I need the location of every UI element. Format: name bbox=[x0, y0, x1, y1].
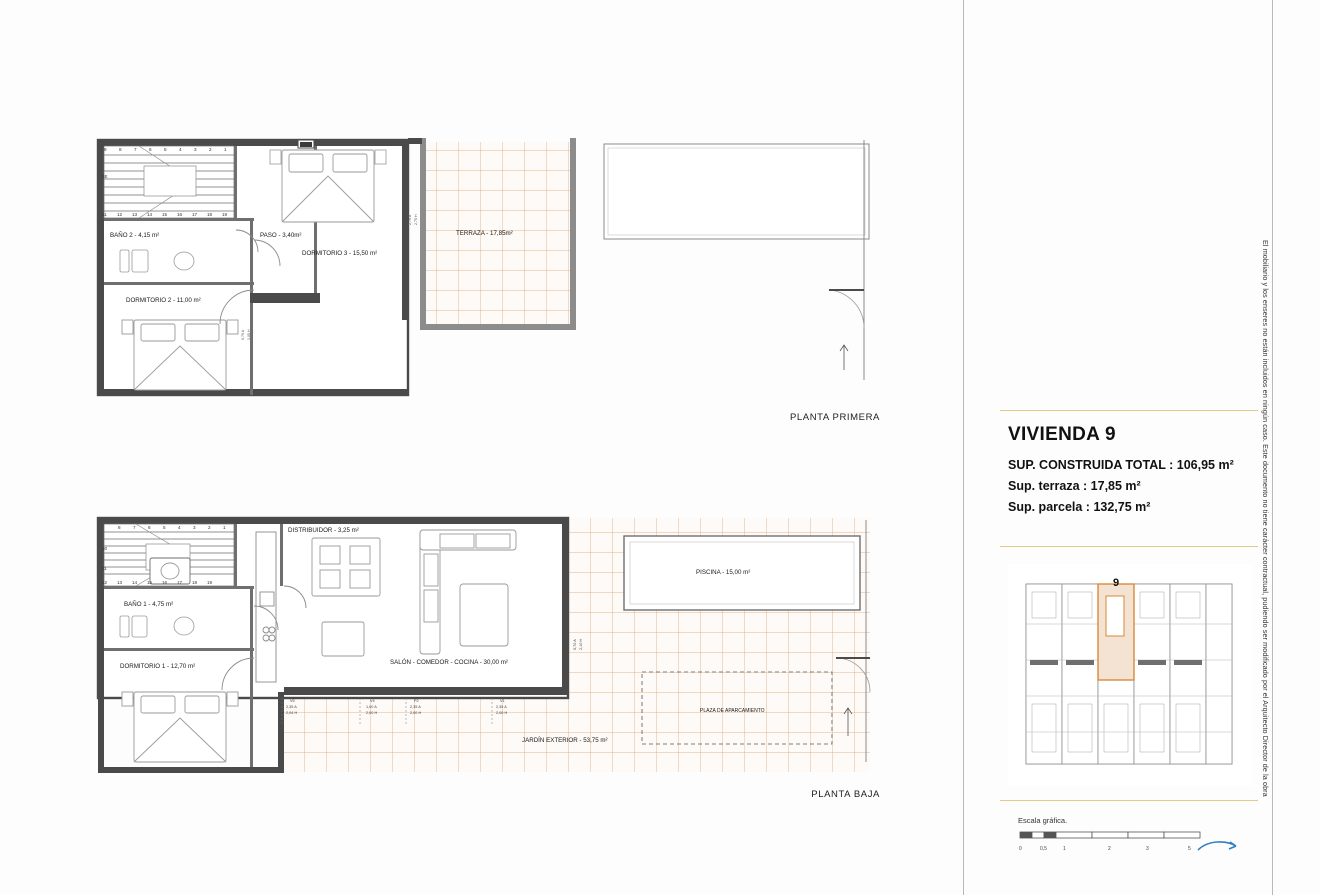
stair-number: 3 bbox=[194, 147, 197, 152]
room-label-dormitorio1: DORMITORIO 1 - 12,70 m² bbox=[120, 663, 196, 670]
unit-title: VIVIENDA 9 bbox=[1008, 424, 1116, 445]
stair-number: 18 bbox=[192, 580, 198, 585]
svg-text:P2: P2 bbox=[414, 699, 419, 703]
first-floor-plan bbox=[84, 130, 884, 415]
stair-number: 3 bbox=[193, 525, 196, 530]
stair-number: 9 bbox=[104, 147, 107, 152]
svg-text:2,04 H: 2,04 H bbox=[286, 711, 298, 715]
svg-text:0,70 A: 0,70 A bbox=[573, 639, 577, 650]
room-label-parking: PLAZA DE APARCAMIENTO bbox=[700, 708, 765, 714]
stair-number: 18 bbox=[207, 212, 213, 217]
graphic-scale bbox=[1018, 828, 1208, 859]
room-label-bano2: BAÑO 2 - 4,15 m² bbox=[110, 232, 160, 239]
total-built-area: SUP. CONSTRUIDA TOTAL : 106,95 m² bbox=[1008, 458, 1234, 472]
stair-number: 4 bbox=[179, 147, 182, 152]
svg-text:2,00 H: 2,00 H bbox=[496, 711, 508, 715]
room-label-jardin: JARDÍN EXTERIOR - 53,75 m² bbox=[522, 737, 608, 744]
svg-text:1,05 H: 1,05 H bbox=[247, 329, 251, 340]
stair-number: 5 bbox=[163, 525, 166, 530]
stair-number: 8 bbox=[118, 525, 121, 530]
svg-text:1: 1 bbox=[1063, 846, 1066, 852]
svg-text:2,35 A: 2,35 A bbox=[410, 705, 421, 709]
scale-label: Escala gráfica. bbox=[1018, 816, 1068, 825]
info-panel bbox=[1000, 0, 1270, 895]
stair-number: 6 bbox=[148, 525, 151, 530]
stair-number: 13 bbox=[132, 212, 138, 217]
svg-text:2,10 H: 2,10 H bbox=[579, 638, 583, 650]
stair-number: 19 bbox=[222, 212, 228, 217]
svg-text:1,00 A: 1,00 A bbox=[366, 705, 377, 709]
stair-number: 16 bbox=[177, 212, 183, 217]
stair-number: 5 bbox=[164, 147, 167, 152]
svg-text:2,00 H: 2,00 H bbox=[410, 711, 422, 715]
svg-text:0,70 A: 0,70 A bbox=[241, 329, 245, 340]
svg-text:2,00 H: 2,00 H bbox=[366, 711, 378, 715]
stair-number: 6 bbox=[149, 147, 152, 152]
key-plan bbox=[1008, 564, 1252, 786]
room-label-salon: SALÓN - COMEDOR - COCINA - 30,00 m² bbox=[390, 659, 508, 666]
stair-number: 16 bbox=[162, 580, 168, 585]
svg-text:2,35 A: 2,35 A bbox=[496, 705, 507, 709]
stair-number: 1 bbox=[224, 147, 227, 152]
stair-number: 15 bbox=[147, 580, 153, 585]
svg-text:2,75 H: 2,75 H bbox=[414, 214, 418, 225]
stair-number: 2 bbox=[208, 525, 211, 530]
terrace-area: Sup. terraza : 17,85 m² bbox=[1008, 479, 1141, 493]
svg-text:5: 5 bbox=[1188, 846, 1191, 852]
room-label-distribuidor: DISTRIBUIDOR - 3,25 m² bbox=[288, 527, 359, 534]
svg-text:V1: V1 bbox=[500, 699, 505, 703]
stair-number: 14 bbox=[132, 580, 138, 585]
stair-number: 12 bbox=[117, 212, 123, 217]
stair-number: 8 bbox=[119, 147, 122, 152]
plot-area: Sup. parcela : 132,75 m² bbox=[1008, 500, 1151, 514]
ground-floor-plan bbox=[84, 512, 884, 792]
ground-floor-caption: PLANTA BAJA bbox=[811, 789, 880, 800]
stair-number: 12 bbox=[102, 580, 108, 585]
svg-text:3: 3 bbox=[1146, 846, 1149, 852]
stair-number: 17 bbox=[177, 580, 183, 585]
room-label-bano1: BAÑO 1 - 4,75 m² bbox=[124, 601, 174, 608]
room-label-terraza: TERRAZA - 17,85m² bbox=[456, 230, 513, 237]
room-label-piscina: PISCINA - 15,00 m² bbox=[696, 569, 751, 576]
stair-number: 19 bbox=[207, 580, 213, 585]
stair-label-left: 1E bbox=[102, 174, 108, 179]
stair-number: 4 bbox=[178, 525, 181, 530]
stair-number: 15 bbox=[162, 212, 168, 217]
stair-number: 17 bbox=[192, 212, 198, 217]
stair-label-left2: 11 bbox=[102, 566, 107, 571]
panel-divider bbox=[963, 0, 964, 895]
stair-number: 14 bbox=[147, 212, 153, 217]
legal-note: El mobiliario y los enseres no están incluidos en ningún caso. Este documento no tiene carácter contractual, pudiendo ser modificado por el Arquitecto Director de la obra bbox=[1261, 240, 1270, 797]
svg-text:2,35 A: 2,35 A bbox=[286, 705, 297, 709]
key-plan-unit-number: 9 bbox=[1112, 577, 1120, 589]
svg-text:V4: V4 bbox=[370, 699, 375, 703]
stair-number: 7 bbox=[133, 525, 136, 530]
room-label-dormitorio2: DORMITORIO 2 - 11,00 m² bbox=[126, 297, 201, 304]
stair-label-left: 10 bbox=[102, 546, 108, 551]
direction-arrow-icon bbox=[1196, 838, 1240, 861]
legal-text-divider bbox=[1272, 0, 1273, 895]
stair-number: 7 bbox=[134, 147, 137, 152]
room-label-paso: PASO - 3,40m² bbox=[260, 232, 302, 239]
first-floor-caption: PLANTA PRIMERA bbox=[789, 412, 880, 423]
svg-text:2: 2 bbox=[1108, 846, 1111, 852]
room-label-dormitorio3: DORMITORIO 3 - 15,50 m² bbox=[302, 250, 378, 257]
svg-text:0,5: 0,5 bbox=[1040, 846, 1047, 852]
svg-text:V5: V5 bbox=[290, 699, 295, 703]
stair-number: 2 bbox=[209, 147, 212, 152]
svg-text:0: 0 bbox=[1019, 846, 1022, 852]
stair-number: 13 bbox=[117, 580, 123, 585]
stair-number: 11 bbox=[102, 212, 107, 217]
stair-number: 1 bbox=[223, 525, 226, 530]
svg-text:2,70 A: 2,70 A bbox=[408, 214, 412, 225]
